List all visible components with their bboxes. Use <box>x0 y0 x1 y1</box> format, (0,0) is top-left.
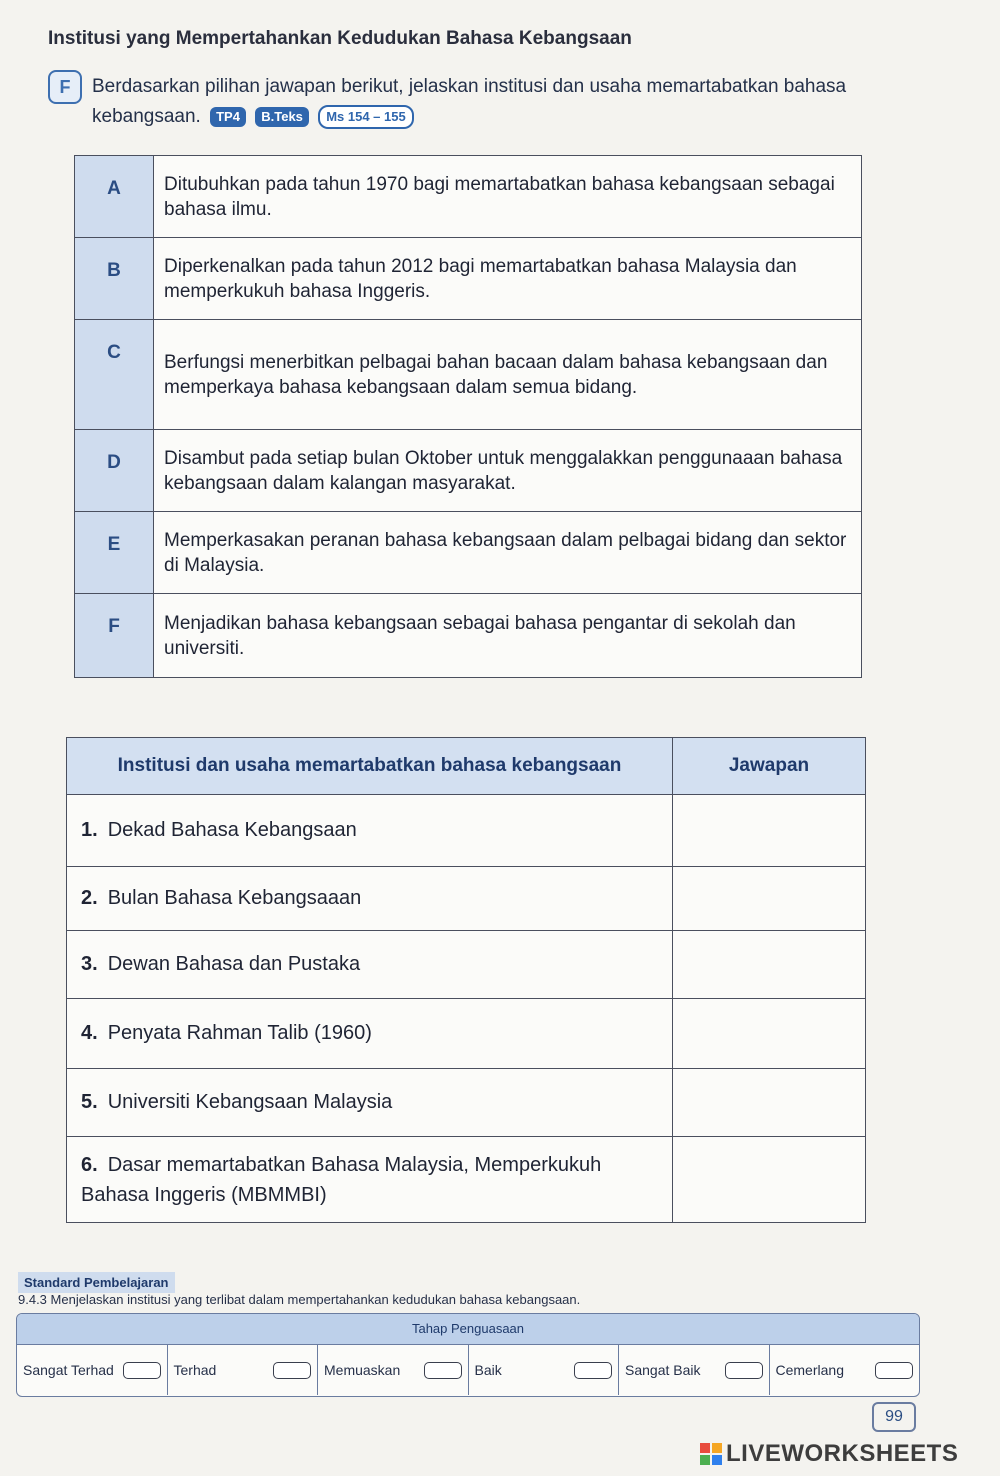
level-checkbox[interactable] <box>273 1362 311 1379</box>
section-badge: F <box>48 70 82 104</box>
answer-input-1[interactable] <box>674 819 868 842</box>
option-text: Ditubuhkan pada tahun 1970 bagi memartabatkan bahasa kebangsaan sebagai bahasa ilmu. <box>154 156 862 238</box>
liveworksheets-logo <box>700 1440 958 1468</box>
answer-input-2[interactable] <box>674 887 868 910</box>
option-text: Diperkenalkan pada tahun 2012 bagi memartabatkan bahasa Malaysia dan memperkukuh bahasa Inggeris. <box>154 238 862 320</box>
page-title: Institusi yang Mempertahankan Kedudukan Bahasa Kebangsaan <box>48 28 632 49</box>
textbook-chip: B.Teks <box>255 107 309 127</box>
question-body: Berdasarkan pilihan jawapan berikut, jelaskan institusi dan usaha memartabatkan bahasa kebangsaan. <box>92 76 847 127</box>
option-row <box>75 320 862 430</box>
answer-input-cell[interactable] <box>673 1069 866 1137</box>
tahap-title: Tahap Penguasaan <box>17 1314 919 1345</box>
option-row <box>75 594 862 678</box>
level-memuaskan: Memuaskan <box>318 1345 469 1395</box>
answer-item: 6. Dasar memartabatkan Bahasa Malaysia, Memperkukuh Bahasa Inggeris (MBMMBI) <box>67 1137 673 1223</box>
standard-label: Standard Pembelajaran <box>18 1272 175 1293</box>
table-row <box>67 867 866 931</box>
tp-chip: TP4 <box>210 107 246 127</box>
answer-table-header-item: Institusi dan usaha memartabatkan bahasa kebangsaan <box>67 738 673 795</box>
level-cemerlang: Cemerlang <box>770 1345 920 1395</box>
answer-input-cell[interactable] <box>673 867 866 931</box>
level-checkbox[interactable] <box>725 1362 763 1379</box>
answer-input-cell[interactable] <box>673 1137 866 1223</box>
option-text: Memperkasakan peranan bahasa kebangsaan dalam pelbagai bidang dan sektor di Malaysia. <box>154 512 862 594</box>
table-row <box>67 1137 866 1223</box>
option-letter: D <box>75 430 154 512</box>
level-sangat-baik: Sangat Baik <box>619 1345 770 1395</box>
page-number: 99 <box>872 1402 916 1432</box>
answer-table-header-answer: Jawapan <box>673 738 866 795</box>
table-row <box>67 795 866 867</box>
question-text <box>92 72 882 132</box>
option-row <box>75 156 862 238</box>
table-row <box>67 931 866 999</box>
answer-input-5[interactable] <box>674 1091 868 1114</box>
answer-input-cell[interactable] <box>673 795 866 867</box>
pages-chip: Ms 154 – 155 <box>318 105 414 129</box>
answer-input-4[interactable] <box>674 1022 868 1045</box>
option-row <box>75 430 862 512</box>
level-checkbox[interactable] <box>123 1362 161 1379</box>
answer-item: 3. Dewan Bahasa dan Pustaka <box>67 931 673 999</box>
option-letter: A <box>75 156 154 238</box>
answer-item: 1. Dekad Bahasa Kebangsaan <box>67 795 673 867</box>
option-text: Menjadikan bahasa kebangsaan sebagai bahasa pengantar di sekolah dan universiti. <box>154 594 862 678</box>
level-sangat-terhad: Sangat Terhad <box>17 1345 168 1395</box>
table-row <box>67 1069 866 1137</box>
option-letter: F <box>75 594 154 678</box>
brand-text: LIVEWORKSHEETS <box>726 1440 959 1467</box>
level-checkbox[interactable] <box>875 1362 913 1379</box>
option-text: Disambut pada setiap bulan Oktober untuk menggalakkan penggunaaan bahasa kebangsaan dalam kalangan masyarakat. <box>154 430 862 512</box>
option-letter: C <box>75 320 154 430</box>
options-table <box>74 155 862 678</box>
tahap-penguasaan <box>16 1313 920 1397</box>
answer-input-3[interactable] <box>674 953 868 976</box>
answer-item: 2. Bulan Bahasa Kebangsaaan <box>67 867 673 931</box>
option-row <box>75 512 862 594</box>
option-text: Berfungsi menerbitkan pelbagai bahan bacaan dalam bahasa kebangsaan dan memperkaya bahasa kebangsaan dalam semua bidang. <box>154 320 862 430</box>
level-baik: Baik <box>469 1345 620 1395</box>
level-checkbox[interactable] <box>424 1362 462 1379</box>
standard-text: 9.4.3 Menjelaskan institusi yang terlibat dalam mempertahankan kedudukan bahasa kebangsaan. <box>18 1292 581 1307</box>
option-letter: E <box>75 512 154 594</box>
option-row <box>75 238 862 320</box>
answer-table <box>66 737 866 1223</box>
answer-input-cell[interactable] <box>673 999 866 1069</box>
answer-input-6[interactable] <box>674 1168 868 1191</box>
answer-input-cell[interactable] <box>673 931 866 999</box>
answer-item: 5. Universiti Kebangsaan Malaysia <box>67 1069 673 1137</box>
level-terhad: Terhad <box>168 1345 319 1395</box>
level-checkbox[interactable] <box>574 1362 612 1379</box>
option-letter: B <box>75 238 154 320</box>
liveworksheets-icon <box>700 1443 722 1465</box>
table-row <box>67 999 866 1069</box>
answer-item: 4. Penyata Rahman Talib (1960) <box>67 999 673 1069</box>
